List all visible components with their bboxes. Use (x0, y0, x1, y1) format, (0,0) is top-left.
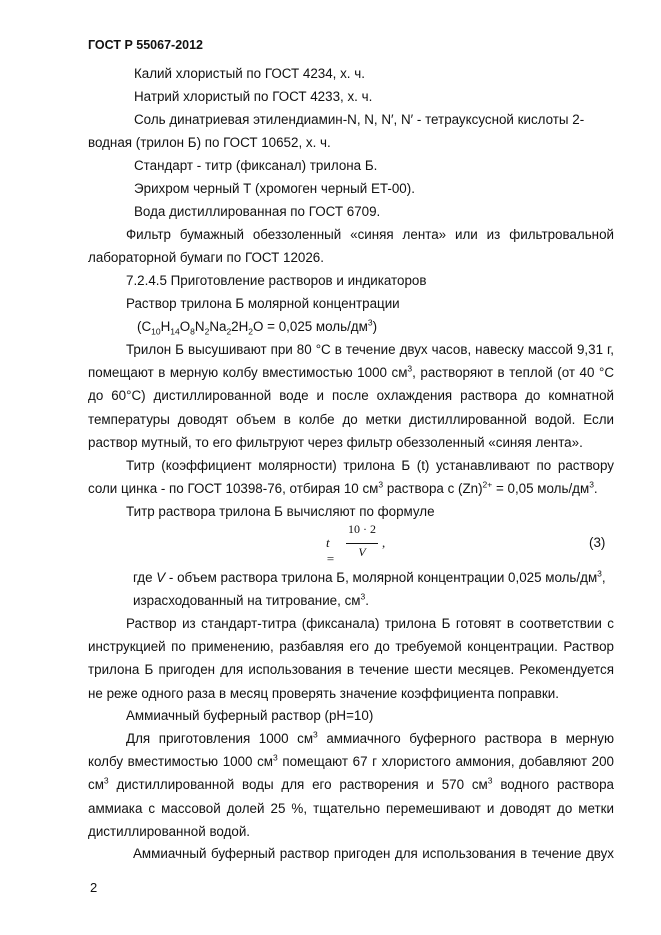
where-line: где V - объем раствора трилона Б, молярной концентрации 0,025 моль/$дм^3$, (133, 568, 606, 585)
buffer-heading: Аммиачный буферный раствор (pH=10) (126, 708, 374, 723)
fixanal-paragraph: Раствор из стандарт-титра (фиксанала) трилона Б готовят в соответствии с инструкцией по применению, разбавляя его до требуемой концентрации. Раствор трилона Б пригоден для использования в течение шести месяцев. Рекомендуется не реже одного раза в месяц проверять значение коэффициента поправки. (88, 616, 614, 701)
formula-line: ($C_{10}H_{14}O_8N_2Na_22H_2O = 0,025$ моль/$дм^3$) (137, 317, 378, 337)
where-line-continuation: израсходованный на титрование, $см^3$. (133, 591, 369, 608)
buffer-paragraph: Для приготовления 1000 $см^3$ аммиачного буферного раствора в мерную колбу вместимостью 1000 $см^3$ помещают 67 г хлористого аммония, добавляют 200 $см^3$ дистиллированной воды для его растворения и 570 $см^3$ водного раствора аммиака с массовой долей 25 %, тщательно перемешивают и доводят до метки дистиллированной водой. (88, 729, 614, 839)
section-heading: 7.2.4.5 Приготовление растворов и индикаторов (126, 273, 427, 288)
fraction-bar (346, 543, 378, 544)
equation-numerator: 10 · 2 (348, 522, 376, 536)
reagent-item: Стандарт - титр (фиксанал) трилона Б. (134, 158, 378, 173)
reagent-item: Вода дистиллированная по ГОСТ 6709. (134, 204, 381, 219)
equation-denominator: V (358, 545, 366, 559)
last-paragraph: Аммиачный буферный раствор пригоден для использования в течение двух (133, 846, 614, 861)
reagent-item-continuation: водная (трилон Б) по ГОСТ 10652, х. ч. (88, 135, 331, 150)
reagent-item: Соль динатриевая этилендиамин-N, N, N′, N′ - тетрауксусной кислоты 2- (134, 112, 585, 127)
solution-heading: Раствор трилона Б молярной концентрации (126, 296, 400, 311)
formula-intro: Титр раствора трилона Б вычисляют по формуле (126, 504, 435, 519)
reagent-item: Натрий хлористый по ГОСТ 4233, х. ч. (134, 89, 373, 104)
reagent-item: Калий хлористый по ГОСТ 4234, х. ч. (134, 66, 365, 81)
reagent-item: Эрихром черный Т (хромоген черный ET-00). (134, 181, 415, 196)
equation-lhs: t = (326, 535, 335, 566)
equation-number: (3) (589, 535, 606, 550)
filter-paragraph: Фильтр бумажный обеззоленный «синяя лента» или из фильтровальной лабораторной бумаги по ГОСТ 12026. (88, 227, 614, 266)
trilon-paragraph: Трилон Б высушивают при 80 °С в течение двух часов, навеску массой 9,31 г, помещают в мерную колбу вместимостью 1000 $см^3$, растворяют в теплой (от 40 °С до 60°С) дистиллированной воде и после охлаждения раствора до комнатной температуры доводят объем в колбе до метки дистиллированной водой. Если раствор мутный, то его фильтруют через фильтр обеззоленный «синяя лента». (88, 342, 614, 450)
equation-comma: , (382, 535, 386, 550)
titer-paragraph: Титр (коэффициент молярности) трилона Б (t) устанавливают по раствору соли цинка ‐ по ГОСТ 10398-76, отбирая 10 $см^3$ раствора с $(Zn)^{2+} = 0,05$ моль/$дм^3$. (88, 458, 614, 497)
document-header: ГОСТ Р 55067-2012 (88, 38, 204, 52)
page-number: 2 (90, 880, 98, 895)
